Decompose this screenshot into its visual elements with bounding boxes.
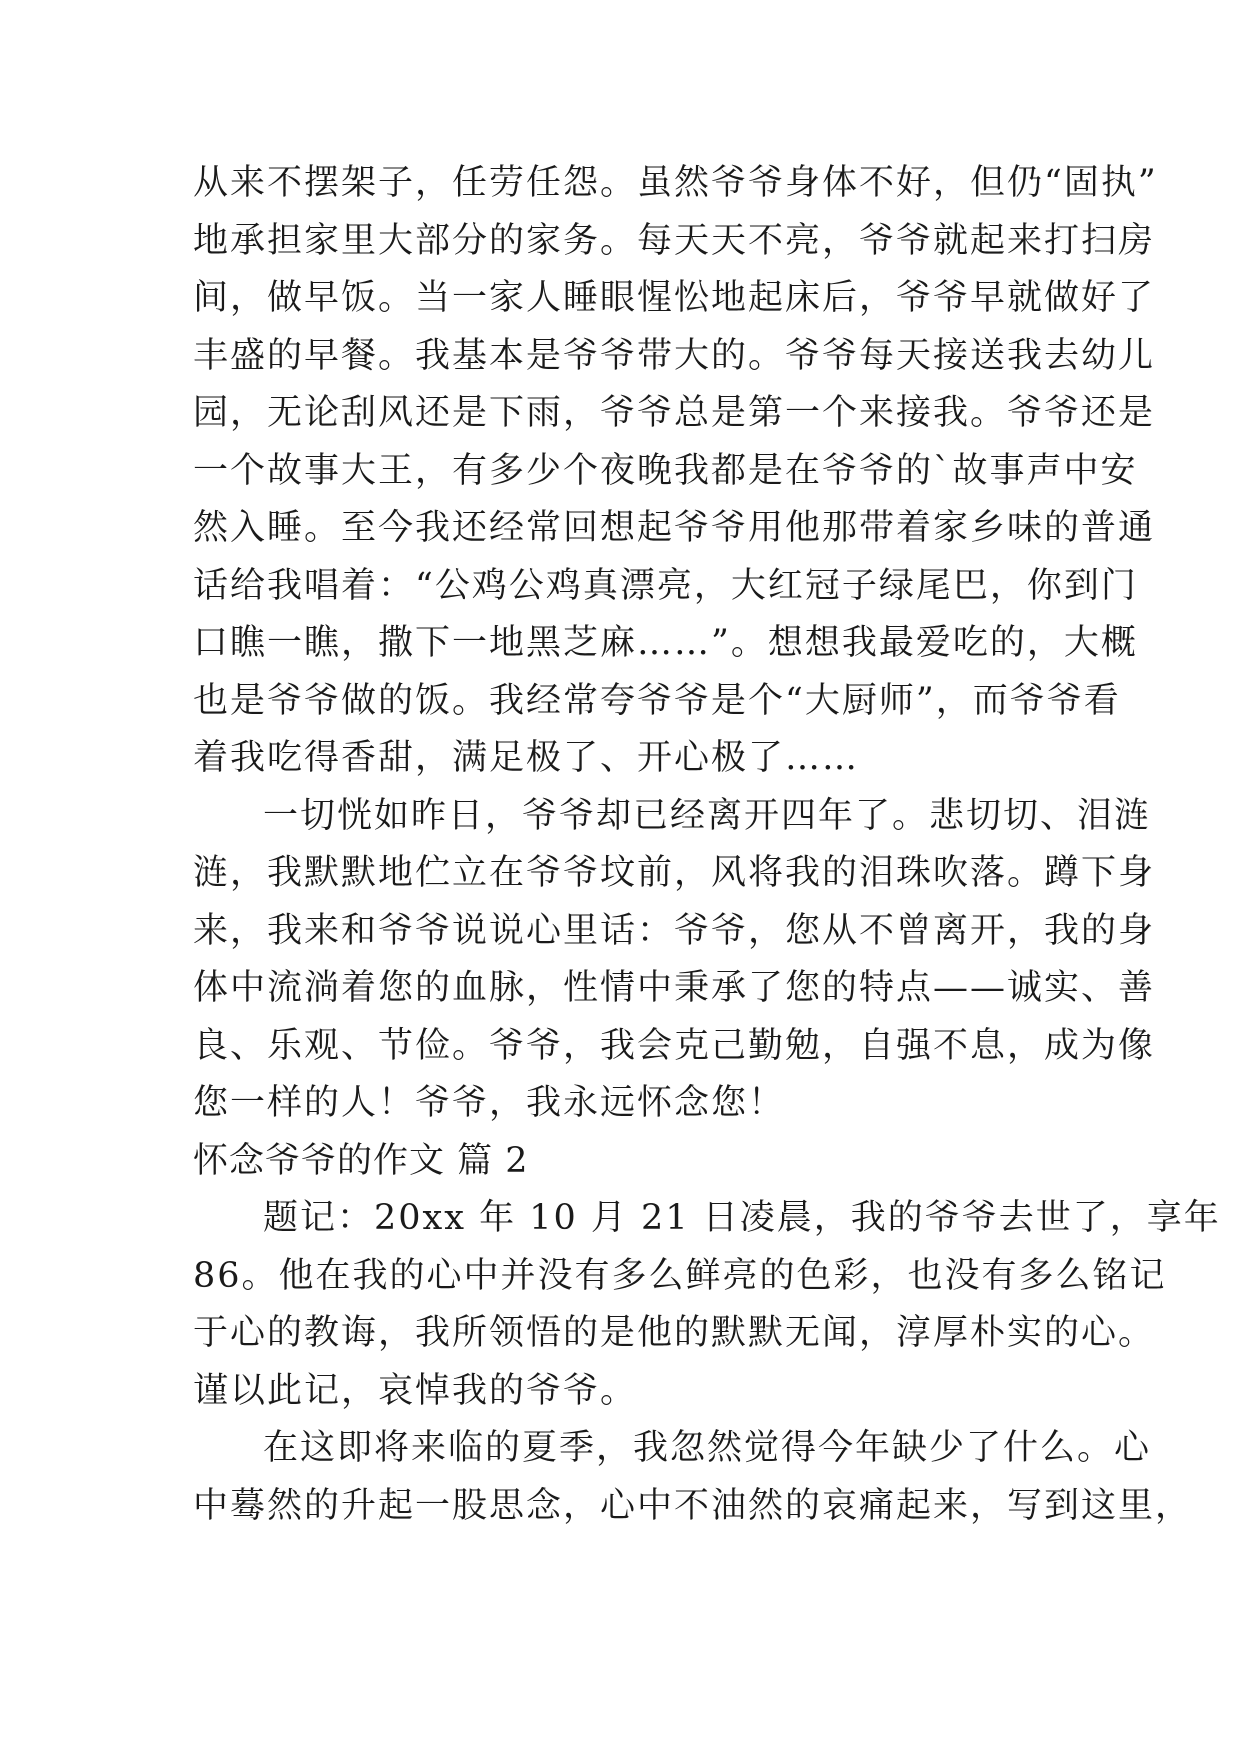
document-body	[193, 155, 1221, 1535]
text-line: 从来不摆架子，任劳任怨。虽然爷爷身体不好，但仍“固执”	[193, 163, 1158, 203]
text-line: 着我吃得香甜，满足极了、开心极了……	[193, 738, 860, 778]
text-line: 良、乐观、节俭。爷爷，我会克己勤勉，自强不息，成为像	[193, 1025, 1156, 1066]
text-line: 在这即将来临的夏季，我忽然觉得今年缺少了什么。心	[263, 1428, 1152, 1468]
paragraph-4	[193, 1420, 1193, 1535]
text-line: 口瞧一瞧，撒下一地黑芝麻……”。想想我最爱吃的，大概	[193, 623, 1138, 663]
text-line: 话给我唱着：“公鸡公鸡真漂亮，大红冠子绿尾巴，你到门	[193, 565, 1138, 606]
paragraph-2	[193, 788, 1156, 1133]
text-line: 也是爷爷做的饭。我经常夸爷爷是个“大厨师”，而爷爷看	[193, 680, 1121, 721]
paragraph-1	[193, 155, 1158, 788]
text-line: 园，无论刮风还是下雨，爷爷总是第一个来接我。爷爷还是	[193, 393, 1156, 433]
text-line: 地承担家里大部分的家务。每天天不亮，爷爷就起来打扫房	[193, 220, 1156, 261]
text-line: 一切恍如昨日，爷爷却已经离开四年了。悲切切、泪涟	[263, 795, 1152, 836]
text-line: 一个故事大王，有多少个夜晚我都是在爷爷的`故事声中安	[193, 450, 1138, 491]
text-line: 于心的教诲，我所领悟的是他的默默无闻，淳厚朴实的心。	[193, 1313, 1156, 1353]
text-line: 丰盛的早餐。我基本是爷爷带大的。爷爷每天接送我去幼儿	[193, 335, 1156, 376]
text-line: 体中流淌着您的血脉，性情中秉承了您的特点——诚实、善	[193, 968, 1156, 1008]
text-line: 您一样的人！爷爷，我永远怀念您！	[193, 1083, 786, 1123]
text-line: 间，做早饭。当一家人睡眼惺忪地起床后，爷爷早就做好了	[193, 278, 1156, 318]
text-line: 谨以此记，哀悼我的爷爷。	[193, 1370, 638, 1411]
text-line: 题记：20xx 年 10 月 21 日凌晨，我的爷爷去世了，享年	[263, 1198, 1221, 1238]
paragraph-3	[193, 1190, 1221, 1420]
text-line: 涟，我默默地伫立在爷爷坟前，风将我的泪珠吹落。蹲下身	[193, 853, 1156, 893]
text-line: 中蓦然的升起一股思念，心中不油然的哀痛起来，写到这里，	[193, 1485, 1193, 1526]
text-line: 86。他在我的心中并没有多么鲜亮的色彩，也没有多么铭记	[193, 1255, 1167, 1296]
section-heading: 怀念爷爷的作文 篇 2	[193, 1140, 529, 1181]
text-line: 来，我来和爷爷说说心里话：爷爷，您从不曾离开，我的身	[193, 910, 1156, 951]
text-line: 然入睡。至今我还经常回想起爷爷用他那带着家乡味的普通	[193, 508, 1156, 548]
